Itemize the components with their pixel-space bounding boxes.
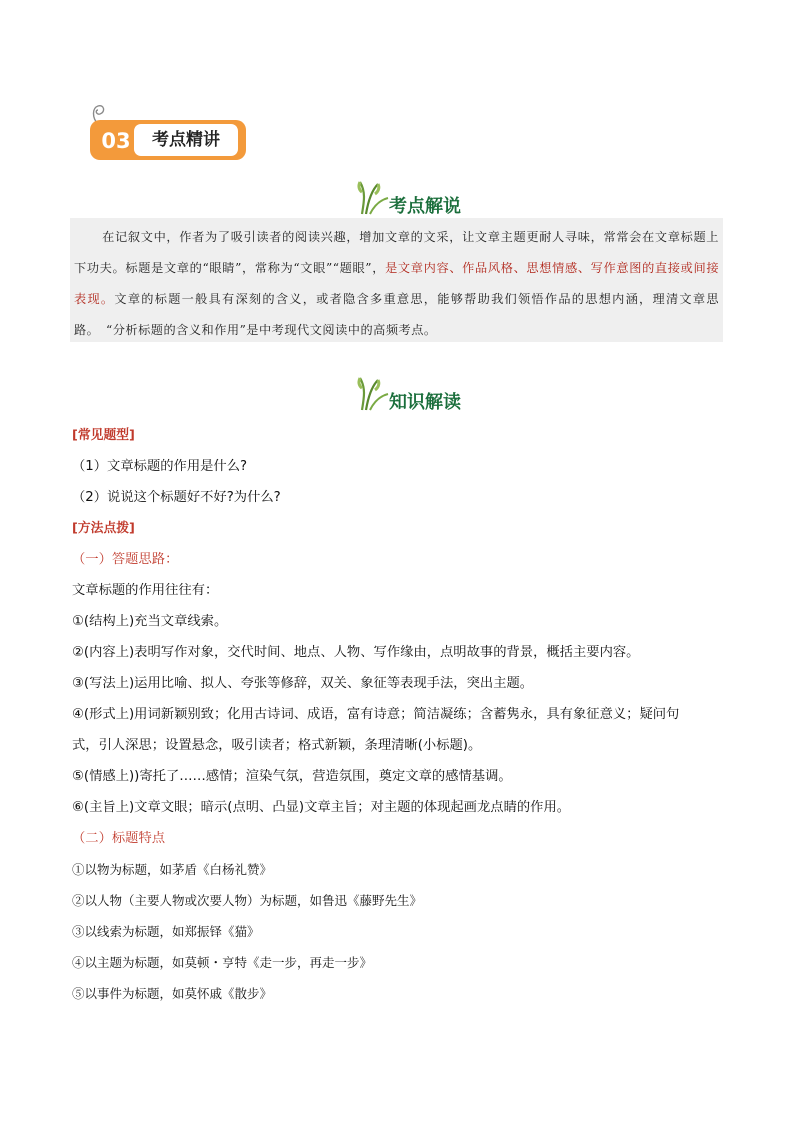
question-2: （2）说说这个标题好不好?为什么? bbox=[72, 490, 281, 505]
feature-item-2: ②以人物（主要人物或次要人物）为标题，如鲁迅《藤野先生》 bbox=[72, 893, 423, 908]
feature-item-4: ④以主题为标题，如莫顿・亨特《走一步，再走一步》 bbox=[72, 955, 373, 970]
section-badge bbox=[84, 102, 254, 166]
feature-item-5: ⑤以事件为标题，如莫怀戚《散步》 bbox=[72, 986, 273, 1001]
intro-text-part1: 在记叙文中，作者为了吸引读者的阅读兴趣，增加文章的文采，让文章主题更耐人寻味，常常会在文章标题上下功夫。标题是文章的“眼睛”，常称为“文眼”“题眼”， bbox=[74, 230, 719, 275]
heading-title: 考点解说 bbox=[389, 196, 461, 217]
question-1: （1）文章标题的作用是什么? bbox=[72, 459, 248, 474]
role-item-5: ⑤(情感上))寄托了……感情；渲染气氛，营造氛围，奠定文章的感情基调。 bbox=[72, 769, 512, 784]
role-item-4-line-2: 式，引人深思；设置悬念，吸引读者；格式新颖，条理清晰(小标题)。 bbox=[72, 738, 482, 753]
intro-paragraph bbox=[70, 218, 723, 342]
role-item-2: ②(内容上)表明写作对象，交代时间、地点、人物、写作缘由，点明故事的背景，概括主要内容。 bbox=[72, 645, 640, 660]
badge-label: 考点精讲 bbox=[134, 124, 238, 156]
role-item-3: ③(写法上)运用比喻、拟人、夸张等修辞，双关、象征等表现手法，突出主题。 bbox=[72, 676, 534, 691]
role-item-4-line-1: ④(形式上)用词新颖别致；化用古诗词、成语，富有诗意；简洁凝练；含蓄隽永，具有象征意义；疑问句 bbox=[72, 707, 680, 722]
feature-item-3: ③以线索为标题，如郑振铎《猫》 bbox=[72, 924, 260, 939]
method-tag: [方法点拨] bbox=[72, 521, 135, 536]
intro-highlight: 是文章内容、作品风格、思想情感、写作意图的直接或间接表现。 bbox=[74, 261, 720, 306]
role-item-6: ⑥(主旨上)文章文眼；暗示(点明、凸显)文章主旨；对主题的体现起画龙点睛的作用。 bbox=[72, 800, 571, 815]
badge-body bbox=[90, 120, 246, 160]
knowledge-content bbox=[72, 420, 732, 1009]
heading-kaodian-jieshuo bbox=[0, 180, 794, 220]
heading-zhishi-jiedu bbox=[0, 376, 794, 416]
role-intro: 文章标题的作用往往有： bbox=[72, 583, 219, 598]
heading-title: 知识解读 bbox=[389, 392, 461, 413]
grass-icon bbox=[356, 180, 390, 216]
intro-text-part2: 文章的标题一般具有深刻的含义，或者隐含多重意思，能够帮助我们领悟作品的思想内涵，理清文章思路。 “分析标题的含义和作用”是中考现代文阅读中的高频考点。 bbox=[74, 292, 720, 337]
feature-item-1: ①以物为标题，如茅盾《白杨礼赞》 bbox=[72, 862, 273, 877]
common-types-tag: [常见题型] bbox=[72, 428, 135, 443]
subheading-answer-approach: （一）答题思路： bbox=[72, 552, 179, 567]
badge-number: 03 bbox=[101, 129, 131, 153]
role-item-1: ①(结构上)充当文章线索。 bbox=[72, 614, 228, 629]
grass-icon bbox=[356, 376, 390, 412]
subheading-title-features: （二）标题特点 bbox=[72, 831, 166, 846]
